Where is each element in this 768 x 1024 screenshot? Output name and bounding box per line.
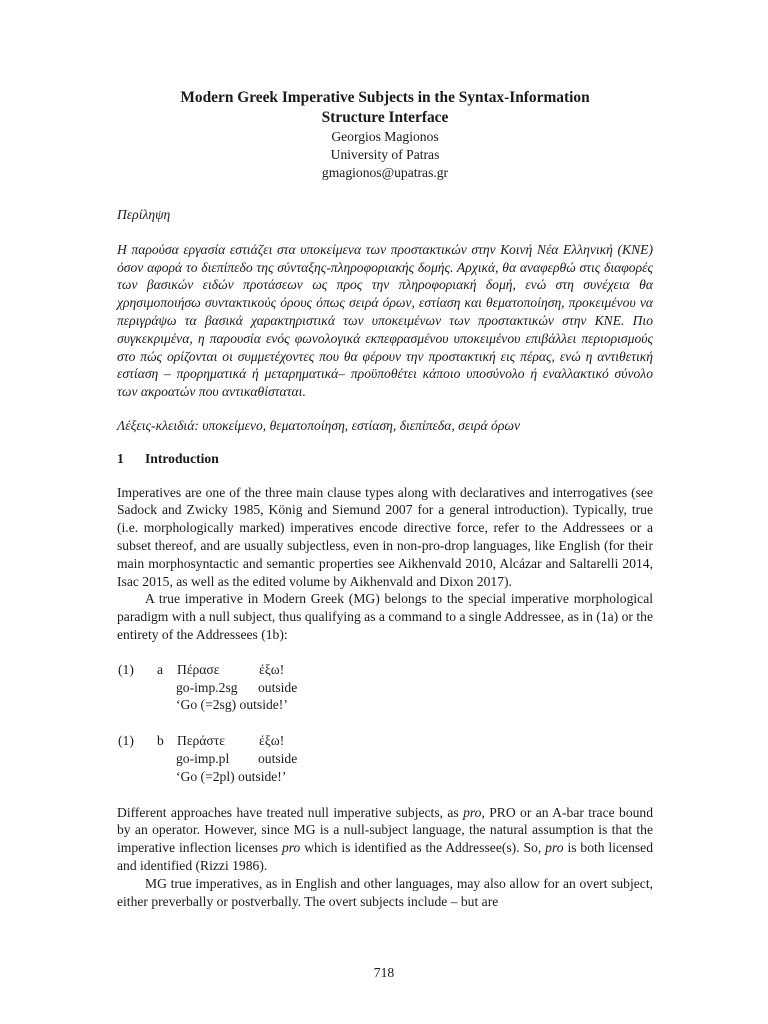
- example-number: (1): [118, 661, 134, 677]
- body-paragraph-2: A true imperative in Modern Greek (MG) belongs to the special imperative morphological paradigm with a null subject, thus qualifying as a command to a single Addressee, as in (1a) or the entirety of the Addressees (1b):: [117, 591, 653, 642]
- author-block: [117, 128, 653, 182]
- section-number: 1: [117, 450, 124, 466]
- author-email: gmagionos@upatras.gr: [321, 165, 449, 180]
- example-word: έξω!: [259, 661, 285, 677]
- example-word: έξω!: [259, 733, 285, 749]
- body-paragraph-3: Different approaches have treated null imperative subjects, as pro, PRO or an A-bar trace bound by an operator. However, since MG is a null-subject language, the natural assumption is that the imperative inflection licenses pro which is identified as the Addressee(s). So, pro is both licensed and identified (Rizzi 1986).: [117, 804, 654, 873]
- title-line-1: Modern Greek Imperative Subjects in the Syntax-Information: [180, 89, 590, 106]
- pro-term: pro: [463, 804, 482, 820]
- example-gloss: outside: [258, 750, 298, 766]
- example-gloss: go-imp.pl: [176, 750, 230, 766]
- section-title: Introduction: [145, 450, 219, 466]
- keywords: Λέξεις-κλειδιά: υποκείμενο, θεματοποίηση, εστίαση, διεπίπεδα, σειρά όρων: [117, 417, 520, 433]
- example-letter: a: [157, 661, 164, 677]
- example-letter: b: [157, 733, 164, 749]
- example-gloss: outside: [258, 679, 298, 695]
- author-affiliation: University of Patras: [330, 147, 440, 162]
- paper-title: [117, 88, 653, 128]
- section-heading: [117, 450, 653, 468]
- page-number: 718: [373, 965, 395, 980]
- example-translation: ‘Go (=2sg) outside!’: [176, 697, 288, 713]
- pro-term: pro: [545, 840, 564, 856]
- example-1a: [117, 661, 653, 714]
- body-paragraph-4: MG true imperatives, as in English and other languages, may also allow for an overt subject, either preverbally or postverbally. The overt subjects include – but are: [117, 875, 653, 909]
- body-paragraph-1: Imperatives are one of the three main clause types along with declaratives and interrogatives (see Sadock and Zwicky 1985, König and Siemund 2007 for a general introduction). Typically, true (i.e. morphologically marked) imperatives encode directive force, refer to the Addressees or a subset thereof, and are usually subjectless, even in non-pro-drop languages, like English (for their main morphosyntactic and semantic properties see Aikhenvald 2010, Alcázar and Saltarelli 2014, Isac 2015, as well as the edited volume by Aikhenvald and Dixon 2017).: [117, 484, 653, 589]
- example-translation: ‘Go (=2pl) outside!’: [176, 768, 287, 784]
- author-name: Georgios Magionos: [331, 129, 439, 144]
- abstract-text: Η παρούσα εργασία εστιάζει στα υποκείμενα των προστακτικών στην Κοινή Νέα Ελληνική (ΚΝΕ) όσον αφορά το διεπίπεδο της σύνταξης-πληροφοριακής δομής. Αρχικά, θα αναφερθώ στις διαφορές των βασικών ειδών προτάσεων ως προς την πληροφοριακή δομή, ενώ στη συνέχεια θα χρησιμοποιήσω συντακτικούς όρους όπως σειρά όρων, εστίαση και θεματοποίηση, προκειμένου να περιγράψω τα βασικά χαρακτηριστικά των υποκειμένων των προστακτικών στην ΚΝΕ. Πιο συγκεκριμένα, η παρουσία ενός φωνολογικά εκπεφρασμένου υποκειμένου επιβάλλει περιορισμούς στο πώς ορίζονται οι συμμετέχοντες που θα φέρουν την προστακτική εις πέρας, ενώ η αντιθετική εστίαση – προρηματικά ή μεταρηματικά– προϋποθέτει κάποιο υποσύνολο ή εναλλακτικό σύνολο των ακροατών που αντικαθίσταται.: [117, 241, 653, 400]
- example-word: Πέρασε: [177, 661, 220, 677]
- example-number: (1): [118, 733, 134, 749]
- example-1b: [117, 732, 653, 785]
- title-line-2: Structure Interface: [321, 109, 449, 126]
- pro-term: pro: [281, 840, 301, 856]
- example-gloss: go-imp.2sg: [176, 679, 238, 695]
- example-word: Περάστε: [177, 733, 225, 749]
- abstract-heading: Περίληψη: [117, 207, 171, 222]
